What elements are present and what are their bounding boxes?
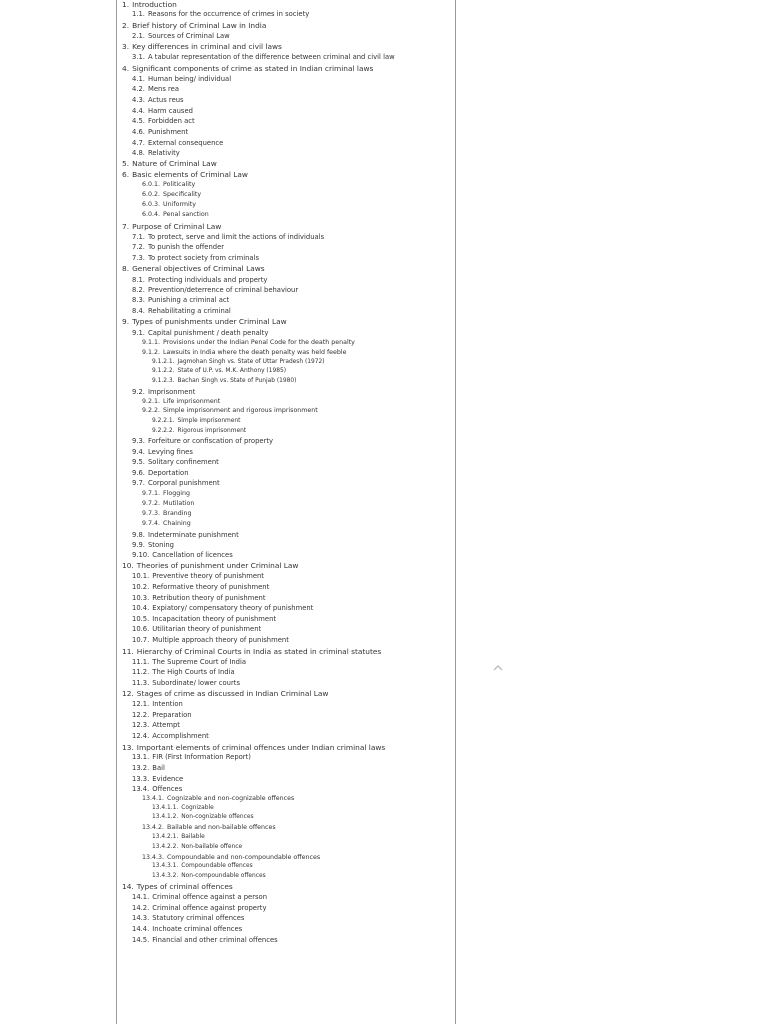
toc-item-level-4[interactable] bbox=[122, 429, 246, 435]
toc-item-number: 9.4. bbox=[132, 448, 145, 456]
toc-item-link[interactable]: Capital punishment / death penalty bbox=[147, 329, 269, 337]
toc-item-number: 4.1. bbox=[132, 75, 145, 83]
toc-item-link[interactable]: Bailable bbox=[181, 834, 205, 840]
toc-item-level-4[interactable] bbox=[122, 806, 214, 812]
toc-item-link[interactable]: Reformative theory of punishment bbox=[152, 583, 270, 591]
toc-item-link[interactable]: Mutilation bbox=[163, 500, 195, 507]
toc-item-number: 11.3. bbox=[132, 679, 150, 687]
toc-item-number: 6.0.2. bbox=[142, 191, 161, 198]
toc-item-number: 12.4. bbox=[132, 732, 150, 740]
toc-item-number: 6. bbox=[122, 170, 130, 179]
toc-item-number: 7.1. bbox=[132, 233, 145, 241]
toc-item-link[interactable]: Accomplishment bbox=[152, 732, 209, 740]
toc-item-number: 11.2. bbox=[132, 668, 150, 676]
toc-item-number: 8.3. bbox=[132, 296, 145, 304]
toc-item-level-4[interactable] bbox=[122, 864, 253, 870]
toc-item-link[interactable]: Stages of crime as discussed in Indian Criminal Law bbox=[136, 689, 329, 698]
toc-item-link[interactable]: Uniformity bbox=[163, 201, 197, 208]
toc-item-number: 9.10. bbox=[132, 551, 150, 559]
toc-item-level-2[interactable] bbox=[122, 733, 209, 740]
toc-item-level-4[interactable] bbox=[122, 369, 286, 375]
toc-item-number: 6.0.3. bbox=[142, 201, 161, 208]
toc-item-level-3[interactable] bbox=[122, 182, 195, 188]
toc-item-number: 10. bbox=[122, 561, 134, 570]
toc-item-number: 9.1.2.3. bbox=[152, 378, 175, 384]
toc-item-level-2[interactable] bbox=[122, 659, 246, 666]
toc-item-number: 10.5. bbox=[132, 615, 150, 623]
toc-item-link[interactable]: Hierarchy of Criminal Courts in India as stated in criminal statutes bbox=[136, 647, 382, 656]
toc-item-link[interactable]: Brief history of Criminal Law in India bbox=[132, 21, 267, 30]
toc-item-link[interactable]: Offences bbox=[152, 785, 183, 793]
toc-item-level-2[interactable] bbox=[122, 894, 267, 901]
toc-item-link[interactable]: Specificality bbox=[163, 191, 202, 198]
toc-item-level-3[interactable] bbox=[122, 408, 318, 414]
toc-item-link[interactable]: Relativity bbox=[147, 149, 180, 157]
toc-item-number: 13.4.3.2. bbox=[152, 873, 179, 879]
toc-item-link[interactable]: Evidence bbox=[152, 775, 184, 783]
toc-item-level-2[interactable] bbox=[122, 926, 242, 933]
toc-item-level-3[interactable] bbox=[122, 825, 276, 831]
toc-item-level-2[interactable] bbox=[122, 140, 223, 147]
toc-item-level-3[interactable] bbox=[122, 192, 201, 198]
toc-item-level-2[interactable] bbox=[122, 308, 231, 315]
toc-item-link[interactable]: Bailable and non-bailable offences bbox=[167, 824, 276, 831]
toc-item-link[interactable]: Human being/ individual bbox=[147, 75, 232, 83]
toc-item-link[interactable]: Bachan Singh vs. State of Punjab (1980) bbox=[177, 378, 297, 384]
toc-item-link[interactable]: Financial and other criminal offences bbox=[152, 936, 278, 944]
scroll-to-top-button[interactable] bbox=[491, 663, 505, 673]
content-left-border bbox=[116, 0, 117, 1024]
toc-item-number: 4.2. bbox=[132, 85, 145, 93]
toc-item-level-2[interactable] bbox=[122, 449, 193, 456]
toc-item-level-2[interactable] bbox=[122, 680, 240, 687]
toc-item-level-2[interactable] bbox=[122, 712, 192, 719]
toc-item-level-4[interactable] bbox=[122, 835, 205, 841]
toc-item-link[interactable]: To protect society from criminals bbox=[147, 254, 259, 262]
toc-item-link[interactable]: Incapacitation theory of punishment bbox=[152, 615, 277, 623]
toc-item-number: 9.7.4. bbox=[142, 520, 161, 527]
toc-item-level-1[interactable] bbox=[122, 1, 177, 8]
toc-item-link[interactable]: Utilitarian theory of punishment bbox=[152, 625, 262, 633]
toc-item-link[interactable]: Theories of punishment under Criminal Law bbox=[136, 561, 299, 570]
toc-item-level-3[interactable] bbox=[122, 491, 190, 497]
toc-item-link[interactable]: Reasons for the occurrence of crimes in society bbox=[147, 10, 310, 18]
toc-item-link[interactable]: Harm caused bbox=[147, 107, 193, 115]
toc-item-level-2[interactable] bbox=[122, 86, 179, 93]
toc-item-link[interactable]: Basic elements of Criminal Law bbox=[132, 170, 248, 179]
toc-item-link[interactable]: Simple imprisonment bbox=[177, 418, 241, 424]
toc-item-number: 12.3. bbox=[132, 721, 150, 729]
toc-item-number: 8. bbox=[122, 264, 130, 273]
toc-item-link[interactable]: Significant components of crime as stated in Indian criminal laws bbox=[132, 64, 374, 73]
toc-item-number: 9.7. bbox=[132, 479, 145, 487]
toc-item-link[interactable]: Purpose of Criminal Law bbox=[132, 222, 222, 231]
toc-item-number: 9.3. bbox=[132, 437, 145, 445]
toc-item-number: 13.2. bbox=[132, 764, 150, 772]
toc-item-level-1[interactable] bbox=[122, 318, 287, 325]
toc-item-level-2[interactable] bbox=[122, 605, 313, 612]
toc-item-number: 13.4.1. bbox=[142, 795, 165, 802]
toc-item-link[interactable]: Non-compoundable offences bbox=[181, 873, 266, 879]
toc-item-link[interactable]: Penal sanction bbox=[163, 211, 209, 218]
toc-item-link[interactable]: FIR (First Information Report) bbox=[152, 753, 251, 761]
toc-item-level-2[interactable] bbox=[122, 389, 195, 396]
toc-item-level-1[interactable] bbox=[122, 223, 221, 230]
toc-item-level-1[interactable] bbox=[122, 744, 385, 751]
toc-item-number: 6.0.4. bbox=[142, 211, 161, 218]
toc-item-level-2[interactable] bbox=[122, 54, 395, 61]
toc-item-number: 9.1.1. bbox=[142, 339, 161, 346]
toc-item-level-2[interactable] bbox=[122, 595, 266, 602]
toc-item-level-2[interactable] bbox=[122, 287, 298, 294]
toc-item-link[interactable]: Politicality bbox=[163, 181, 196, 188]
toc-item-number: 10.2. bbox=[132, 583, 150, 591]
toc-item-number: 7.3. bbox=[132, 254, 145, 262]
toc-item-link[interactable]: The High Courts of India bbox=[152, 668, 235, 676]
toc-item-number: 4.8. bbox=[132, 149, 145, 157]
toc-item-number: 9.2.2.2. bbox=[152, 428, 175, 434]
toc-item-number: 9.1.2. bbox=[142, 349, 161, 356]
toc-item-level-2[interactable] bbox=[122, 129, 188, 136]
toc-item-link[interactable]: To punish the offender bbox=[147, 243, 225, 251]
toc-item-level-3[interactable] bbox=[122, 202, 196, 208]
toc-item-level-2[interactable] bbox=[122, 573, 264, 580]
toc-item-number: 14. bbox=[122, 882, 134, 891]
toc-item-level-2[interactable] bbox=[122, 330, 268, 337]
toc-item-level-1[interactable] bbox=[122, 265, 265, 272]
toc-item-level-3[interactable] bbox=[122, 796, 294, 802]
toc-item-level-2[interactable] bbox=[122, 532, 239, 539]
toc-item-level-2[interactable] bbox=[122, 584, 269, 591]
toc-item-level-2[interactable] bbox=[122, 33, 230, 40]
toc-item-number: 8.2. bbox=[132, 286, 145, 294]
toc-item-number: 13.4.2.2. bbox=[152, 844, 179, 850]
toc-item-link[interactable]: Sources of Criminal Law bbox=[147, 32, 230, 40]
toc-item-level-2[interactable] bbox=[122, 108, 193, 115]
toc-item-number: 9.7.2. bbox=[142, 500, 161, 507]
toc-item-link[interactable]: Important elements of criminal offences under Indian criminal laws bbox=[136, 743, 386, 752]
toc-item-level-1[interactable] bbox=[122, 883, 233, 890]
toc-item-number: 10.7. bbox=[132, 636, 150, 644]
toc-item-link[interactable]: Criminal offence against property bbox=[152, 904, 267, 912]
toc-item-number: 14.4. bbox=[132, 925, 150, 933]
toc-item-number: 2. bbox=[122, 21, 130, 30]
toc-item-number: 13.1. bbox=[132, 753, 150, 761]
toc-item-link[interactable]: Simple imprisonment and rigorous imprisonment bbox=[163, 407, 318, 414]
toc-item-number: 9.7.1. bbox=[142, 490, 161, 497]
toc-item-link[interactable]: Jagmohan Singh vs. State of Uttar Pradesh (1972) bbox=[177, 359, 325, 365]
toc-item-level-2[interactable] bbox=[122, 438, 273, 445]
toc-item-number: 13.4.1.1. bbox=[152, 805, 179, 811]
content-right-border bbox=[455, 0, 456, 1024]
toc-item-level-1[interactable] bbox=[122, 648, 381, 655]
toc-item-link[interactable]: Imprisonment bbox=[147, 388, 196, 396]
toc-item-level-2[interactable] bbox=[122, 765, 165, 772]
toc-item-number: 4.6. bbox=[132, 128, 145, 136]
toc-item-link[interactable]: External consequence bbox=[147, 139, 224, 147]
toc-item-number: 9.8. bbox=[132, 531, 145, 539]
toc-item-link[interactable]: Types of criminal offences bbox=[136, 882, 233, 891]
toc-item-number: 13.4.3. bbox=[142, 854, 165, 861]
toc-item-level-1[interactable] bbox=[122, 690, 328, 697]
toc-item-level-2[interactable] bbox=[122, 118, 195, 125]
toc-item-link[interactable]: Retribution theory of punishment bbox=[152, 594, 266, 602]
toc-item-number: 13.4.2.1. bbox=[152, 834, 179, 840]
toc-item-number: 14.1. bbox=[132, 893, 150, 901]
toc-item-level-1[interactable] bbox=[122, 160, 217, 167]
toc-item-link[interactable]: Types of punishments under Criminal Law bbox=[132, 317, 287, 326]
toc-item-number: 13.4.3.1. bbox=[152, 863, 179, 869]
toc-item-number: 13.3. bbox=[132, 775, 150, 783]
toc-item-number: 11. bbox=[122, 647, 134, 656]
toc-item-link[interactable]: Life imprisonment bbox=[163, 398, 221, 405]
toc-item-number: 9.1.2.2. bbox=[152, 368, 175, 374]
toc-item-level-2[interactable] bbox=[122, 915, 244, 922]
toc-item-level-2[interactable] bbox=[122, 626, 261, 633]
toc-item-level-3[interactable] bbox=[122, 350, 347, 356]
toc-item-number: 9. bbox=[122, 317, 130, 326]
toc-item-number: 4.5. bbox=[132, 117, 145, 125]
toc-item-number: 5. bbox=[122, 159, 130, 168]
toc-item-level-2[interactable] bbox=[122, 937, 278, 944]
toc-item-link[interactable]: Preventive theory of punishment bbox=[152, 572, 264, 580]
toc-item-link[interactable]: Rehabilitating a criminal bbox=[147, 307, 231, 315]
toc-item-level-4[interactable] bbox=[122, 874, 266, 880]
toc-item-number: 1.1. bbox=[132, 10, 145, 18]
toc-item-link[interactable]: Actus reus bbox=[147, 96, 184, 104]
toc-item-number: 9.1.2.1. bbox=[152, 359, 175, 365]
toc-item-link[interactable]: To protect, serve and limit the actions of individuals bbox=[147, 233, 325, 241]
toc-item-level-2[interactable] bbox=[122, 11, 309, 18]
toc-item-link[interactable]: Levying fines bbox=[147, 448, 193, 456]
toc-item-level-3[interactable] bbox=[122, 399, 220, 405]
toc-item-level-4[interactable] bbox=[122, 360, 325, 366]
toc-item-number: 3. bbox=[122, 42, 130, 51]
toc-item-number: 4.7. bbox=[132, 139, 145, 147]
toc-item-link[interactable]: Stoning bbox=[147, 541, 174, 549]
toc-item-number: 12.2. bbox=[132, 711, 150, 719]
toc-item-link[interactable]: Cognizable and non-cognizable offences bbox=[167, 795, 295, 802]
toc-item-number: 9.9. bbox=[132, 541, 145, 549]
toc-item-level-2[interactable] bbox=[122, 244, 224, 251]
toc-item-number: 9.2.2. bbox=[142, 407, 161, 414]
toc-item-number: 9.2.2.1. bbox=[152, 418, 175, 424]
toc-item-level-4[interactable] bbox=[122, 379, 296, 385]
toc-item-number: 8.4. bbox=[132, 307, 145, 315]
toc-item-number: 4. bbox=[122, 64, 130, 73]
toc-item-level-2[interactable] bbox=[122, 905, 266, 912]
toc-item-link[interactable]: Introduction bbox=[132, 0, 177, 9]
toc-item-level-3[interactable] bbox=[122, 521, 191, 527]
toc-item-link[interactable]: Expiatory/ compensatory theory of punishment bbox=[152, 604, 314, 612]
toc-item-number: 7. bbox=[122, 222, 130, 231]
toc-item-number: 13.4.2. bbox=[142, 824, 165, 831]
toc-item-level-2[interactable] bbox=[122, 786, 182, 793]
toc-item-level-1[interactable] bbox=[122, 171, 248, 178]
toc-item-number: 12.1. bbox=[132, 700, 150, 708]
toc-item-level-3[interactable] bbox=[122, 212, 209, 218]
toc-item-link[interactable]: Compoundable offences bbox=[181, 863, 253, 869]
toc-item-level-2[interactable] bbox=[122, 542, 174, 549]
toc-item-link[interactable]: Key differences in criminal and civil laws bbox=[132, 42, 282, 51]
toc-item-level-2[interactable] bbox=[122, 754, 251, 761]
toc-item-number: 4.4. bbox=[132, 107, 145, 115]
toc-item-number: 13.4.1.2. bbox=[152, 814, 179, 820]
toc-item-link[interactable]: Nature of Criminal Law bbox=[132, 159, 217, 168]
toc-item-link[interactable]: Attempt bbox=[152, 721, 180, 729]
toc-item-link[interactable]: Indeterminate punishment bbox=[147, 531, 239, 539]
toc-item-link[interactable]: Inchoate criminal offences bbox=[152, 925, 243, 933]
toc-item-link[interactable]: Solitary confinement bbox=[147, 458, 219, 466]
toc-item-level-1[interactable] bbox=[122, 22, 266, 29]
toc-item-link[interactable]: Prevention/deterrence of criminal behaviour bbox=[147, 286, 299, 294]
toc-item-link[interactable]: Punishing a criminal act bbox=[147, 296, 230, 304]
toc-item-link[interactable]: Flogging bbox=[163, 490, 190, 497]
toc-item-link[interactable]: Non-cognizable offences bbox=[181, 814, 254, 820]
toc-item-link[interactable]: A tabular representation of the difference between criminal and civil law bbox=[147, 53, 395, 61]
toc-item-link[interactable]: Statutory criminal offences bbox=[152, 914, 245, 922]
toc-item-level-2[interactable] bbox=[122, 616, 276, 623]
toc-item-number: 7.2. bbox=[132, 243, 145, 251]
toc-item-level-2[interactable] bbox=[122, 234, 324, 241]
toc-item-number: 13.4. bbox=[132, 785, 150, 793]
toc-item-link[interactable]: State of U.P. vs. M.K. Anthony (1985) bbox=[177, 368, 287, 374]
toc-item-level-2[interactable] bbox=[122, 255, 259, 262]
toc-item-link[interactable]: Forfeiture or confiscation of property bbox=[147, 437, 274, 445]
toc-item-level-3[interactable] bbox=[122, 501, 194, 507]
toc-item-link[interactable]: Criminal offence against a person bbox=[152, 893, 267, 901]
toc-item-link[interactable]: Bail bbox=[152, 764, 165, 772]
toc-item-level-2[interactable] bbox=[122, 150, 180, 157]
toc-item-link[interactable]: Protecting individuals and property bbox=[147, 276, 268, 284]
toc-item-level-3[interactable] bbox=[122, 340, 355, 346]
toc-item-level-2[interactable] bbox=[122, 637, 289, 644]
toc-item-number: 2.1. bbox=[132, 32, 145, 40]
toc-item-level-2[interactable] bbox=[122, 470, 189, 477]
toc-item-link[interactable]: Corporal punishment bbox=[147, 479, 220, 487]
toc-item-level-4[interactable] bbox=[122, 815, 254, 821]
toc-item-link[interactable]: Branding bbox=[163, 510, 192, 517]
toc-item-level-2[interactable] bbox=[122, 76, 231, 83]
toc-item-number: 6.0.1. bbox=[142, 181, 161, 188]
toc-item-level-2[interactable] bbox=[122, 776, 183, 783]
toc-item-number: 11.1. bbox=[132, 658, 150, 666]
toc-item-level-4[interactable] bbox=[122, 845, 242, 851]
toc-item-number: 14.2. bbox=[132, 904, 150, 912]
toc-item-number: 10.6. bbox=[132, 625, 150, 633]
toc-item-link[interactable]: Deportation bbox=[147, 469, 189, 477]
toc-item-link[interactable]: Chaining bbox=[163, 520, 191, 527]
toc-item-number: 9.2. bbox=[132, 388, 145, 396]
toc-item-level-1[interactable] bbox=[122, 562, 298, 569]
toc-item-number: 10.1. bbox=[132, 572, 150, 580]
toc-item-level-2[interactable] bbox=[122, 722, 180, 729]
toc-item-number: 9.7.3. bbox=[142, 510, 161, 517]
toc-item-number: 14.5. bbox=[132, 936, 150, 944]
toc-item-level-1[interactable] bbox=[122, 43, 282, 50]
toc-item-number: 4.3. bbox=[132, 96, 145, 104]
toc-item-number: 8.1. bbox=[132, 276, 145, 284]
toc-item-link[interactable]: Lawsuits in India where the death penalty was held feeble bbox=[163, 349, 347, 356]
toc-item-link[interactable]: Multiple approach theory of punishment bbox=[152, 636, 289, 644]
toc-item-level-2[interactable] bbox=[122, 480, 220, 487]
toc-item-link[interactable]: Subordinate/ lower courts bbox=[152, 679, 240, 687]
toc-item-link[interactable]: Provisions under the Indian Penal Code for the death penalty bbox=[163, 339, 355, 346]
toc-item-level-3[interactable] bbox=[122, 511, 192, 517]
toc-item-link[interactable]: Rigorous imprisonment bbox=[177, 428, 247, 434]
toc-item-number: 10.4. bbox=[132, 604, 150, 612]
toc-item-number: 9.1. bbox=[132, 329, 145, 337]
toc-item-level-2[interactable] bbox=[122, 297, 229, 304]
toc-item-link[interactable]: Preparation bbox=[152, 711, 192, 719]
toc-item-number: 14.3. bbox=[132, 914, 150, 922]
toc-item-link[interactable]: General objectives of Criminal Laws bbox=[132, 264, 265, 273]
toc-item-level-4[interactable] bbox=[122, 419, 240, 425]
toc-item-link[interactable]: Forbidden act bbox=[147, 117, 195, 125]
toc-item-link[interactable]: Cancellation of licences bbox=[152, 551, 233, 559]
toc-item-number: 9.6. bbox=[132, 469, 145, 477]
toc-item-link[interactable]: The Supreme Court of India bbox=[152, 658, 247, 666]
toc-item-level-2[interactable] bbox=[122, 277, 267, 284]
toc-item-link[interactable]: Compoundable and non-compoundable offences bbox=[167, 854, 321, 861]
toc-item-link[interactable]: Intention bbox=[152, 700, 183, 708]
toc-item-level-2[interactable] bbox=[122, 701, 183, 708]
toc-item-number: 1. bbox=[122, 0, 130, 9]
toc-item-link[interactable]: Mens rea bbox=[147, 85, 180, 93]
toc-item-level-2[interactable] bbox=[122, 669, 235, 676]
toc-item-level-1[interactable] bbox=[122, 65, 373, 72]
toc-item-number: 12. bbox=[122, 689, 134, 698]
chevron-up-icon bbox=[491, 663, 505, 673]
toc-item-link[interactable]: Non-bailable offence bbox=[181, 844, 243, 850]
toc-item-number: 9.2.1. bbox=[142, 398, 161, 405]
toc-item-level-3[interactable] bbox=[122, 855, 320, 861]
toc-item-number: 9.5. bbox=[132, 458, 145, 466]
toc-item-level-2[interactable] bbox=[122, 97, 184, 104]
toc-item-level-2[interactable] bbox=[122, 552, 233, 559]
toc-item-number: 13. bbox=[122, 743, 134, 752]
toc-item-link[interactable]: Punishment bbox=[147, 128, 189, 136]
toc-item-link[interactable]: Cognizable bbox=[181, 805, 214, 811]
toc-item-level-2[interactable] bbox=[122, 459, 219, 466]
toc-item-number: 3.1. bbox=[132, 53, 145, 61]
toc-item-number: 10.3. bbox=[132, 594, 150, 602]
